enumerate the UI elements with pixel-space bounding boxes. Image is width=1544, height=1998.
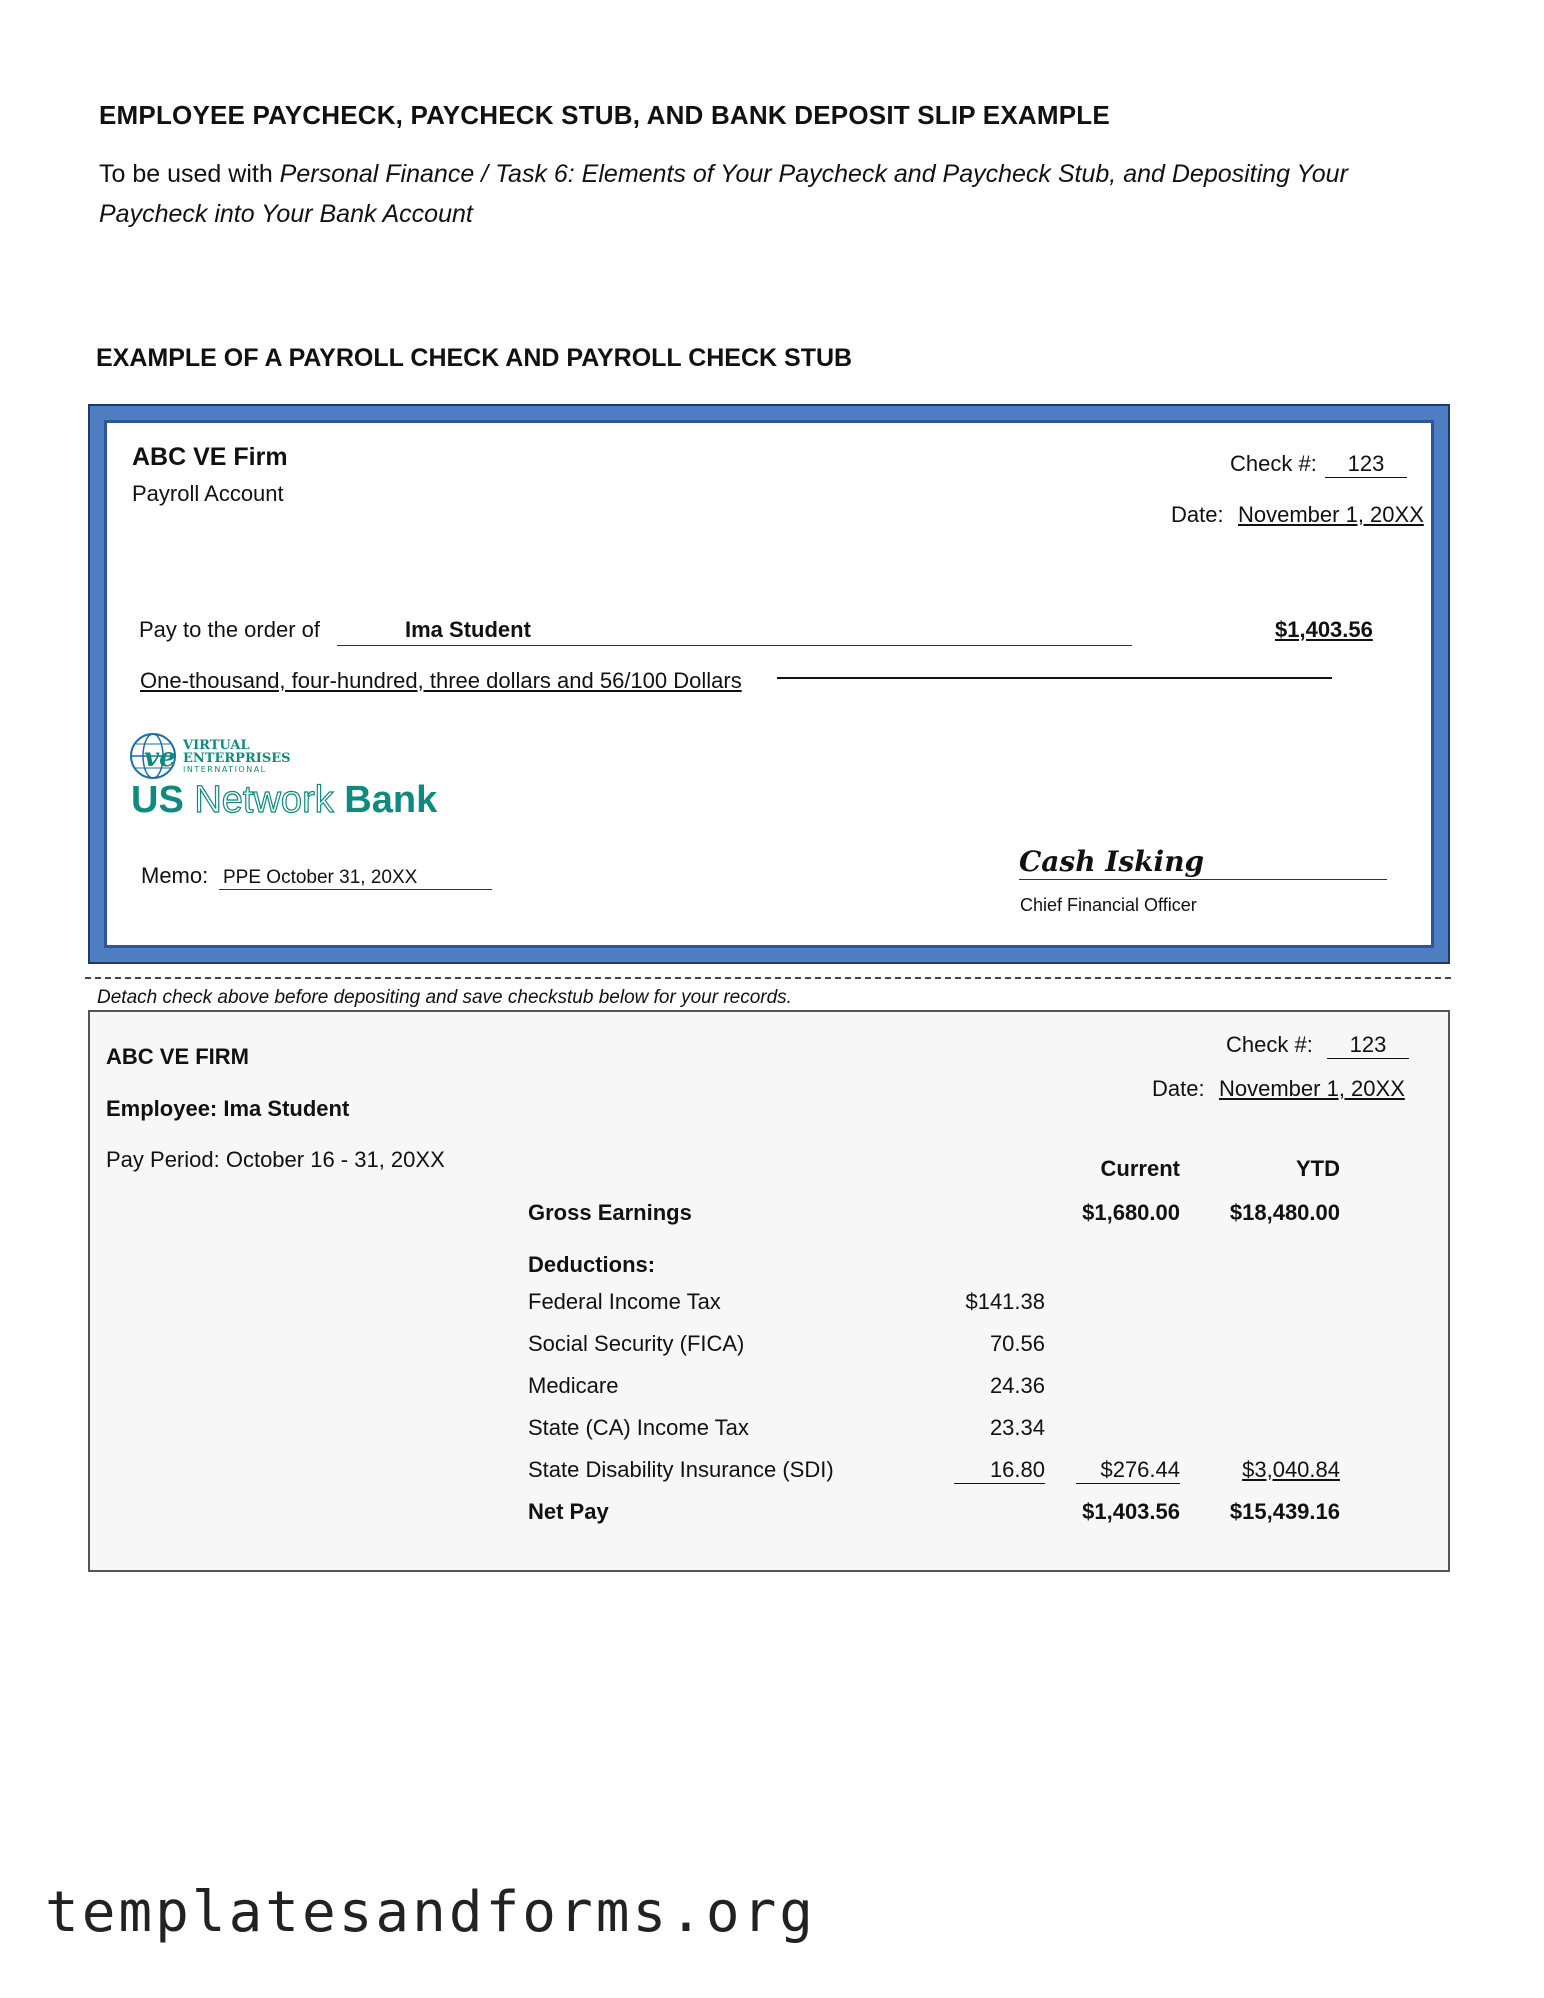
gross-ytd: $18,480.00 bbox=[1229, 1200, 1340, 1225]
check-date-label: Date: bbox=[1171, 502, 1224, 527]
detach-note: Detach check above before depositing and save checkstub below for your records. bbox=[97, 987, 792, 1008]
stub-check-number: 123 bbox=[1327, 1032, 1409, 1059]
document-title: EMPLOYEE PAYCHECK, PAYCHECK STUB, AND BANK DEPOSIT SLIP EXAMPLE bbox=[99, 100, 1110, 130]
deduction-amount: 70.56 bbox=[989, 1331, 1045, 1356]
payee-name: Ima Student bbox=[405, 617, 531, 642]
intro-italic-1: Personal Finance / Task 6: Elements of Your Paycheck and Paycheck Stub, and Depositing Your bbox=[279, 160, 1348, 188]
stub-date-label: Date: bbox=[1152, 1076, 1205, 1101]
deduction-amount: 16.80 bbox=[954, 1457, 1045, 1484]
logo-small-1: VIRTUAL bbox=[183, 738, 250, 753]
section-title: EXAMPLE OF A PAYROLL CHECK AND PAYROLL CHECK STUB bbox=[96, 344, 853, 372]
gross-current: $1,680.00 bbox=[1082, 1200, 1180, 1225]
logo-name-1: US bbox=[131, 779, 184, 821]
signature-line bbox=[1019, 879, 1387, 880]
check-number: 123 bbox=[1325, 451, 1407, 478]
logo-name-2: Network bbox=[194, 779, 334, 821]
net-pay-label: Net Pay bbox=[528, 1499, 609, 1524]
perforation-line bbox=[85, 977, 1451, 979]
col-current-header: Current bbox=[1100, 1156, 1180, 1181]
logo-name-3: Bank bbox=[344, 779, 438, 821]
signer-title: Chief Financial Officer bbox=[1020, 895, 1197, 915]
intro-prefix: To be used with bbox=[99, 160, 280, 188]
deduction-amount: 23.34 bbox=[989, 1415, 1045, 1440]
check-date: November 1, 20XX bbox=[1238, 502, 1424, 527]
check-number-label: Check #: bbox=[1230, 451, 1317, 476]
memo-label: Memo: bbox=[141, 863, 209, 888]
memo-value: PPE October 31, 20XX bbox=[219, 867, 492, 890]
net-pay-ytd: $15,439.16 bbox=[1229, 1499, 1340, 1524]
amount-in-words: One-thousand, four-hundred, three dollars and 56/100 Dollars bbox=[140, 668, 742, 693]
stub-check-number-label: Check #: bbox=[1226, 1032, 1313, 1057]
logo-small-2: ENTERPRISES bbox=[183, 751, 291, 766]
check-firm-name: ABC VE Firm bbox=[132, 443, 288, 471]
bank-logo bbox=[125, 726, 465, 826]
intro-italic-2: Paycheck into Your Bank Account bbox=[99, 200, 473, 228]
amount-filler-line bbox=[777, 677, 1332, 679]
net-pay-current: $1,403.56 bbox=[1082, 1499, 1180, 1524]
deduction-label: Medicare bbox=[528, 1373, 619, 1398]
deduction-label: Federal Income Tax bbox=[528, 1289, 721, 1314]
check-account-name: Payroll Account bbox=[132, 481, 284, 506]
globe-icon bbox=[131, 734, 176, 778]
svg-text:US Network Ban bbox=[131, 779, 438, 821]
watermark: templatesandforms.org bbox=[45, 1880, 817, 1945]
deductions-ytd-total: $3,040.84 bbox=[1242, 1457, 1340, 1482]
logo-small-3: INTERNATIONAL bbox=[183, 765, 267, 774]
deduction-amount: $141.38 bbox=[965, 1289, 1045, 1314]
stub-date: November 1, 20XX bbox=[1219, 1076, 1405, 1101]
deductions-current-total: $276.44 bbox=[1076, 1457, 1180, 1484]
deduction-amount: 24.36 bbox=[989, 1373, 1045, 1398]
stub-employee: Employee: Ima Student bbox=[106, 1096, 350, 1121]
payroll-check bbox=[88, 404, 1450, 964]
intro-text bbox=[99, 154, 1399, 234]
deduction-label: Social Security (FICA) bbox=[528, 1331, 745, 1356]
deduction-label: State (CA) Income Tax bbox=[528, 1415, 749, 1440]
check-stub bbox=[88, 1010, 1450, 1572]
check-body bbox=[104, 420, 1434, 948]
stub-pay-period: Pay Period: October 16 - 31, 20XX bbox=[106, 1147, 445, 1172]
pay-to-label: Pay to the order of bbox=[139, 617, 320, 642]
col-ytd-header: YTD bbox=[1296, 1156, 1340, 1181]
deductions-label: Deductions: bbox=[528, 1252, 656, 1277]
signature: Cash Isking bbox=[1019, 845, 1205, 878]
check-amount: $1,403.56 bbox=[1275, 617, 1373, 642]
gross-earnings-label: Gross Earnings bbox=[528, 1200, 692, 1225]
stub-firm: ABC VE FIRM bbox=[106, 1044, 249, 1069]
svg-text:ve: ve bbox=[144, 743, 176, 773]
payee-line bbox=[337, 645, 1132, 646]
deduction-label: State Disability Insurance (SDI) bbox=[528, 1457, 834, 1482]
